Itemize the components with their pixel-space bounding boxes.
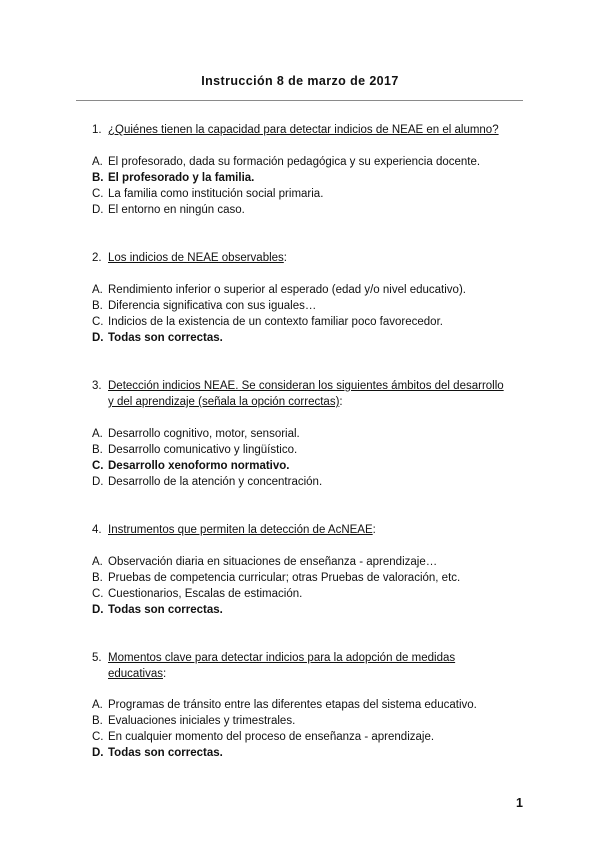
- option-letter: C.: [92, 460, 104, 472]
- question-2: [92, 250, 532, 266]
- option-text: Diferencia significativa con sus iguales…: [108, 300, 317, 312]
- option-letter: B.: [92, 172, 104, 184]
- option-letter: D.: [92, 476, 104, 488]
- question-text: ¿Quiénes tienen la capacidad para detectar indicios de NEAE en el alumno?: [108, 124, 499, 136]
- option-c: [92, 729, 532, 745]
- options-3: [92, 426, 532, 490]
- page-number: 1: [516, 796, 523, 810]
- option-letter: B.: [92, 572, 103, 584]
- option-letter: D.: [92, 604, 104, 616]
- options-1: [92, 154, 532, 218]
- option-d: [92, 474, 532, 490]
- options-4: [92, 554, 532, 618]
- option-b-correct: [92, 170, 532, 186]
- option-letter: D.: [92, 747, 104, 759]
- question-number: 5.: [92, 652, 102, 664]
- document-title: Instrucción 8 de marzo de 2017: [201, 74, 399, 88]
- option-letter: C.: [92, 188, 104, 200]
- question-number: 4.: [92, 524, 102, 536]
- option-b: [92, 713, 532, 729]
- options-5: [92, 697, 532, 761]
- option-c-correct: [92, 458, 532, 474]
- question-text-line-1: Momentos clave para detectar indicios para la adopción de medidas: [108, 652, 456, 664]
- option-letter: B.: [92, 444, 103, 456]
- question-4: [92, 522, 532, 538]
- option-a: [92, 697, 532, 713]
- option-letter: B.: [92, 300, 103, 312]
- question-number: 3.: [92, 380, 102, 392]
- question-number: 1.: [92, 124, 102, 136]
- option-text: La familia como institución social primaria.: [108, 188, 324, 200]
- option-letter: A.: [92, 699, 103, 711]
- option-d-correct: [92, 602, 532, 618]
- question-text: Instrumentos que permiten la detección de AcNEAE: [108, 524, 373, 536]
- option-b: [92, 298, 532, 314]
- option-text: Desarrollo xenoformo normativo.: [108, 460, 290, 472]
- option-letter: C.: [92, 316, 104, 328]
- option-text: Cuestionarios, Escalas de estimación.: [108, 588, 303, 600]
- option-text: Desarrollo cognitivo, motor, sensorial.: [108, 428, 300, 440]
- option-letter: D.: [92, 204, 104, 216]
- option-text: Todas son correctas.: [108, 332, 223, 344]
- option-a: [92, 154, 532, 170]
- option-a: [92, 282, 532, 298]
- option-letter: A.: [92, 428, 103, 440]
- option-letter: C.: [92, 588, 104, 600]
- option-text: Evaluaciones iniciales y trimestrales.: [108, 715, 296, 727]
- option-d-correct: [92, 745, 532, 761]
- question-text-line-2: y del aprendizaje (señala la opción correctas): [108, 396, 340, 408]
- option-text: Todas son correctas.: [108, 747, 223, 759]
- option-text: Desarrollo comunicativo y lingüístico.: [108, 444, 298, 456]
- question-text: Los indicios de NEAE observables: [108, 252, 284, 264]
- option-text: En cualquier momento del proceso de enseñanza - aprendizaje.: [108, 731, 435, 743]
- option-letter: B.: [92, 715, 103, 727]
- question-colon: :: [283, 252, 287, 264]
- option-text: Programas de tránsito entre las diferentes etapas del sistema educativo.: [108, 699, 477, 711]
- option-a: [92, 554, 532, 570]
- option-text: Observación diaria en situaciones de enseñanza - aprendizaje…: [108, 556, 438, 568]
- option-a: [92, 426, 532, 442]
- option-text: Pruebas de competencia curricular; otras Pruebas de valoración, etc.: [108, 572, 461, 584]
- question-colon: :: [339, 396, 343, 408]
- question-1: [92, 122, 532, 138]
- question-3: [92, 378, 532, 410]
- question-number: 2.: [92, 252, 102, 264]
- option-b: [92, 570, 532, 586]
- question-colon: :: [372, 524, 376, 536]
- option-text: Todas son correctas.: [108, 604, 223, 616]
- option-text: El profesorado y la familia.: [108, 172, 255, 184]
- option-text: El entorno en ningún caso.: [108, 204, 245, 216]
- option-text: Indicios de la existencia de un contexto familiar poco favorecedor.: [108, 316, 443, 328]
- header-divider: [76, 100, 523, 101]
- option-text: Desarrollo de la atención y concentración.: [108, 476, 323, 488]
- option-letter: C.: [92, 731, 104, 743]
- option-letter: A.: [92, 156, 103, 168]
- option-c: [92, 586, 532, 602]
- option-letter: D.: [92, 332, 104, 344]
- option-c: [92, 314, 532, 330]
- option-text: El profesorado, dada su formación pedagógica y su experiencia docente.: [108, 156, 481, 168]
- question-colon: :: [162, 668, 167, 680]
- option-d-correct: [92, 330, 532, 346]
- question-text-line-1: Detección indicios NEAE. Se consideran los siguientes ámbitos del desarrollo: [108, 380, 504, 392]
- options-2: [92, 282, 532, 346]
- option-text: Rendimiento inferior o superior al esperado (edad y/o nivel educativo).: [108, 284, 466, 296]
- question-5: [92, 650, 532, 682]
- option-letter: A.: [92, 556, 103, 568]
- option-d: [92, 202, 532, 218]
- question-text-line-2: educativas: [108, 668, 163, 680]
- option-c: [92, 186, 532, 202]
- option-b: [92, 442, 532, 458]
- option-letter: A.: [92, 284, 103, 296]
